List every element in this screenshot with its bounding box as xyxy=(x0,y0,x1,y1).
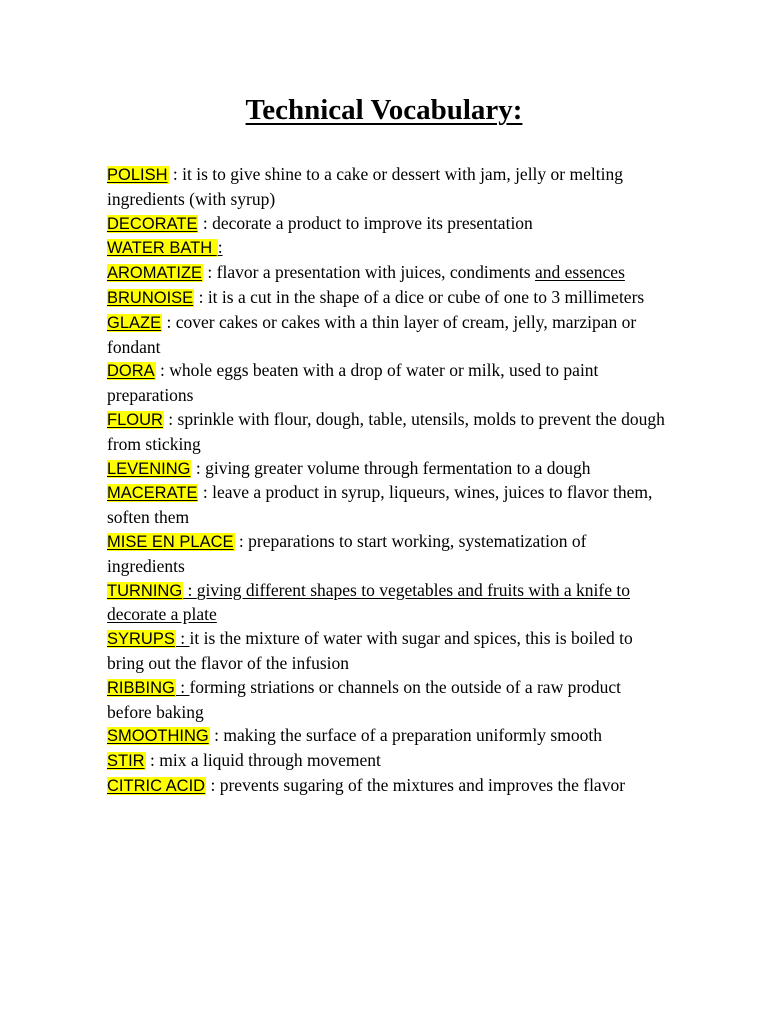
glossary-list xyxy=(107,163,667,799)
term-separator: : xyxy=(168,164,183,184)
glossary-term: RIBBING xyxy=(107,678,175,697)
glossary-entry-brunoise xyxy=(107,286,667,311)
glossary-entry-water-bath xyxy=(107,236,667,261)
glossary-term: MACERATE xyxy=(107,484,198,503)
term-separator: : xyxy=(194,286,208,307)
glossary-term: MISE EN PLACE xyxy=(107,532,234,551)
glossary-term: LEVENING xyxy=(107,459,191,478)
page-title: Technical Vocabulary: xyxy=(245,94,523,126)
glossary-definition-underlined: giving different shapes to vegetables and fruits with a knife to decorate a plate xyxy=(107,579,630,625)
glossary-definition: it is a cut in the shape of a dice or cube of one to 3 millimeters xyxy=(207,286,645,307)
glossary-term: FLOUR xyxy=(107,410,163,429)
glossary-term: DECORATE xyxy=(107,214,198,233)
glossary-definition: giving greater volume through fermentation to a dough xyxy=(205,457,591,478)
term-separator: : xyxy=(175,628,190,649)
term-separator: : xyxy=(209,725,224,746)
glossary-entry-syrups xyxy=(107,627,667,676)
glossary-entry-turning xyxy=(107,579,667,628)
glossary-definition: whole eggs beaten with a drop of water or milk, used to paint preparations xyxy=(107,360,599,406)
term-separator: : xyxy=(198,212,213,233)
glossary-definition: preparations to start working, systematization of ingredients xyxy=(107,530,587,576)
term-separator: : xyxy=(175,676,190,697)
term-separator: : xyxy=(191,457,206,478)
glossary-term: AROMATIZE xyxy=(107,264,203,283)
glossary-definition: decorate a product to improve its presentation xyxy=(212,212,533,233)
glossary-definition: cover cakes or cakes with a thin layer of cream, jelly, marzipan or fondant xyxy=(107,311,637,357)
term-separator: : xyxy=(203,262,217,283)
glossary-entry-mise-en-place xyxy=(107,530,667,579)
glossary-definition: it is to give shine to a cake or dessert with jam, jelly or melting ingredients (with syrup) xyxy=(107,164,623,209)
glossary-entry-flour xyxy=(107,408,667,457)
glossary-term: DORA xyxy=(107,362,155,381)
glossary-definition: flavor a presentation with juices, condiments xyxy=(216,262,535,283)
glossary-entry-stir xyxy=(107,749,667,774)
glossary-definition: leave a product in syrup, liqueurs, wines, juices to flavor them, soften them xyxy=(107,482,653,528)
glossary-definition: making the surface of a preparation uniformly smooth xyxy=(223,725,602,746)
term-separator: : xyxy=(198,482,213,503)
glossary-term: TURNING xyxy=(107,581,183,600)
term-separator: : xyxy=(145,750,160,771)
glossary-term: BRUNOISE xyxy=(107,288,194,307)
glossary-entry-smoothing xyxy=(107,724,667,749)
glossary-term: SMOOTHING xyxy=(107,727,209,746)
glossary-entry-macerate xyxy=(107,481,667,530)
term-separator: : xyxy=(217,237,223,258)
glossary-entry-dora xyxy=(107,359,667,408)
glossary-term: POLISH xyxy=(107,166,168,184)
glossary-definition: mix a liquid through movement xyxy=(159,750,381,771)
glossary-definition: sprinkle with flour, dough, table, utensils, molds to prevent the dough from sticking xyxy=(107,408,665,454)
glossary-entry-ribbing xyxy=(107,676,667,725)
glossary-entry-levening xyxy=(107,457,667,482)
glossary-definition: forming striations or channels on the outside of a raw product before baking xyxy=(107,676,622,722)
glossary-entry-glaze xyxy=(107,311,667,360)
term-separator: : xyxy=(234,530,249,551)
glossary-definition: it is the mixture of water with sugar and spices, this is boiled to bring out the flavor of the infusion xyxy=(107,628,633,673)
glossary-entry-decorate xyxy=(107,212,667,237)
glossary-term: WATER BATH xyxy=(107,239,217,258)
glossary-entry-aromatize xyxy=(107,261,667,286)
term-separator: : xyxy=(163,408,178,429)
glossary-term: CITRIC ACID xyxy=(107,776,206,795)
glossary-term: SYRUPS xyxy=(107,630,175,649)
glossary-definition: prevents sugaring of the mixtures and improves the flavor xyxy=(219,774,626,795)
glossary-term: STIR xyxy=(107,752,145,771)
glossary-term: GLAZE xyxy=(107,313,162,332)
term-separator: : xyxy=(206,774,220,795)
glossary-definition-underlined: and essences xyxy=(534,262,625,283)
term-separator: : xyxy=(162,311,176,332)
term-separator: : xyxy=(183,579,197,600)
glossary-entry-citric-acid xyxy=(107,774,667,799)
glossary-entry-polish xyxy=(107,163,667,212)
term-separator: : xyxy=(155,360,170,381)
